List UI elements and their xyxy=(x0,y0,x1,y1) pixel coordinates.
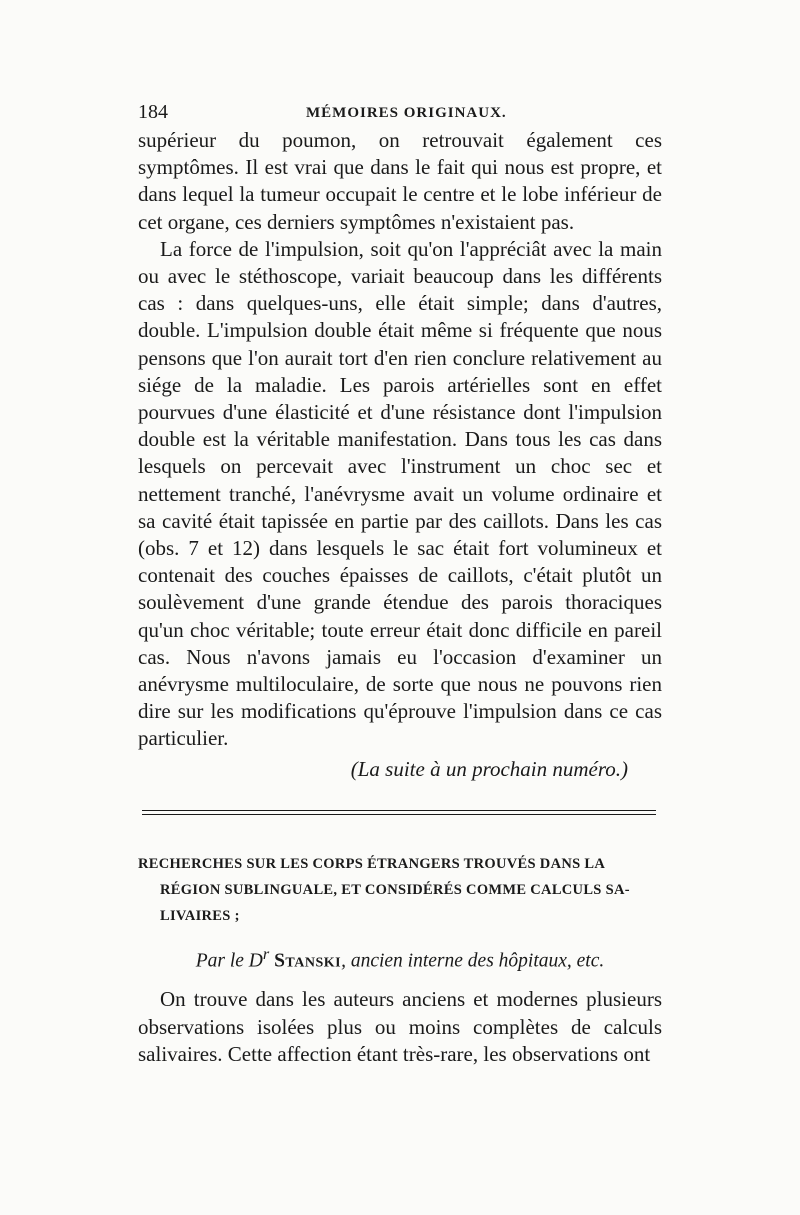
article-opening-paragraph: On trouve dans les auteurs anciens et modernes plusieurs observations isolées plus ou moins complètes de calculs salivaires. Cette affection étant très-rare, les observations ont xyxy=(138,987,662,1066)
divider-line-bottom xyxy=(142,814,656,815)
section-divider xyxy=(142,810,656,815)
byline-suffix: , ancien interne des hôpitaux, etc. xyxy=(341,950,605,972)
author-name: Stanski xyxy=(274,950,342,972)
divider-line-top xyxy=(142,810,656,811)
article-title xyxy=(138,851,662,929)
article-body xyxy=(138,986,662,1068)
running-head: MÉMOIRES ORIGINAUX. xyxy=(306,105,507,121)
page-number: 184 xyxy=(138,101,168,123)
continuation-note: (La suite à un prochain numéro.) xyxy=(350,756,628,781)
article-title-line-2: RÉGION SUBLINGUALE, ET CONSIDÉRÉS COMME CALCULS SA- xyxy=(160,881,630,898)
paragraph-impulsion: La force de l'impulsion, soit qu'on l'appréciât avec la main ou avec le stéthoscope, variait beaucoup dans les différents cas : dans quelques-uns, elle était simple; dans d'autres, double. L'impulsion double était même si fréquente que nous pensons que l'on aurait tort d'en rien conclure relativement au siége de la maladie. Les parois artérielles sont en effet pourvues d'une élasticité et d'une résistance dont l'impulsion double est la véritable manifestation. Dans tous les cas dans lesquels on percevait avec l'instrument un choc sec et nettement tranché, l'anévrysme avait un volume ordinaire et sa cavité était tapissée en partie par des caillots. Dans les cas (obs. 7 et 12) dans lesquels le sac était fort volumineux et contenait des couches épaisses de caillots, c'était plutôt un soulèvement d'une grande étendue des parois thoraciques qu'un choc véritable; toute erreur était donc difficile en pareil cas. Nous n'avons jamais eu l'occasion d'examiner un anévrysme multiloculaire, de sorte que nous ne pouvons rien dire sur les modifications qu'éprouve l'impulsion dans ce cas particulier. xyxy=(138,236,662,751)
paragraph-continued: supérieur du poumon, on retrouvait également ces symptômes. Il est vrai que dans le fait qui nous est propre, et dans lequel la tumeur occupait le centre et le lobe inférieur de cet organe, ces derniers symptômes n'existaient pas. xyxy=(138,128,662,234)
page xyxy=(138,100,662,1068)
page-header xyxy=(138,100,662,124)
byline-superscript: r xyxy=(262,944,270,963)
byline-prefix: Par le D xyxy=(195,950,263,972)
article-title-line-1: RECHERCHES SUR LES CORPS ÉTRANGERS TROUVÉS DANS LA xyxy=(138,855,606,872)
byline xyxy=(138,941,662,975)
article-title-line-3: LIVAIRES ; xyxy=(160,907,240,924)
main-text xyxy=(138,127,662,753)
